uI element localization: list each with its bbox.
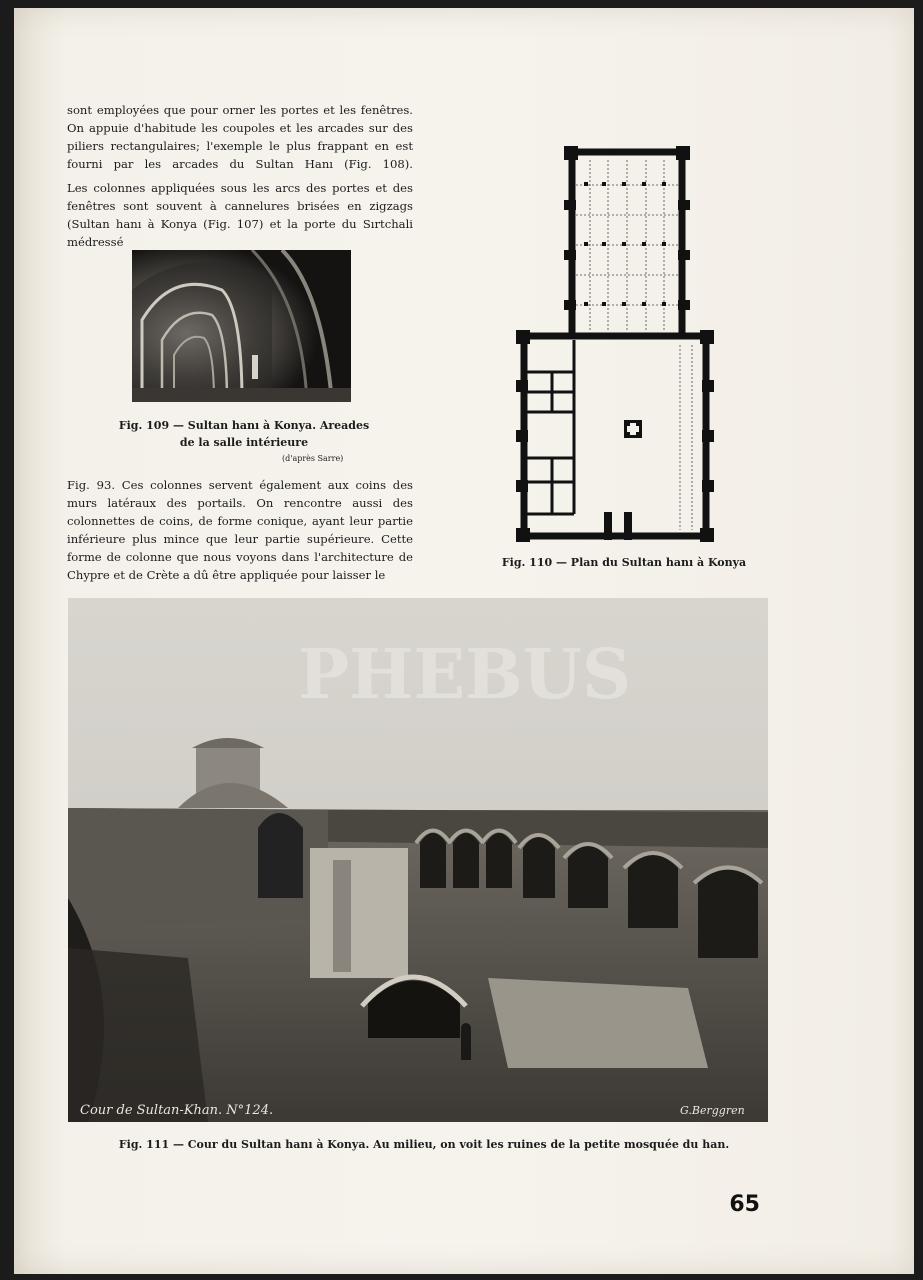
figure-109-photo (132, 250, 351, 402)
courtyard-ruins-image (68, 598, 768, 1122)
figure-111-photo (68, 598, 768, 1122)
figure-110-plan (512, 140, 722, 548)
mosque-kiosk-marker (624, 420, 642, 438)
paragraph-2: Les colonnes appliquées sous les arcs des portes et des fenêtres sont souvent à cannelures brisées en zigzags (Sultan hanı à Konya (Fig. 107) et la porte du Sırtchali médressé (67, 181, 413, 249)
figure-109-caption-line2: de la salle intérieure (179, 436, 309, 449)
figure-109-credit: (d'après Sarre) (282, 454, 344, 463)
book-page (14, 8, 914, 1274)
figure-109-caption-line1: Fig. 109 — Sultan hanı à Konya. Areades (118, 419, 370, 432)
figure-109-caption (114, 417, 374, 451)
page-number: 65 (729, 1192, 760, 1217)
photo-inscription-left: Cour de Sultan-Khan. N°124. (80, 1103, 274, 1118)
figure-111-caption: Fig. 111 — Cour du Sultan hanı à Konya. Au milieu, on voit les ruines de la petite mosquée du han. (118, 1138, 730, 1151)
vaulted-hall-image (132, 250, 351, 402)
paragraph-3: Fig. 93. Ces colonnes servent également aux coins des murs latéraux des portails. On rencontre aussi des colonnettes de coins, de forme conique, ayant leur partie inférieure plus mince que leur partie supérieure. Cette forme de colonne que nous voyons dans l'architecture de Chypre et de Crète a dû être appliquée pour laisser le (67, 478, 413, 582)
photo-inscription-right: G.Berggren (680, 1104, 745, 1117)
figure-110-caption: Fig. 110 — Plan du Sultan hanı à Konya (501, 556, 747, 569)
photo-watermark: PHEBUS (298, 635, 632, 715)
paragraph-1: sont employées que pour orner les portes et les fenêtres. On appuie d'habitude les coupoles et les arcades sur des piliers rectangulaires; l'exemple le plus frappant en est fourni par les arcades du Sultan Hanı (Fig. 108). (67, 103, 413, 171)
